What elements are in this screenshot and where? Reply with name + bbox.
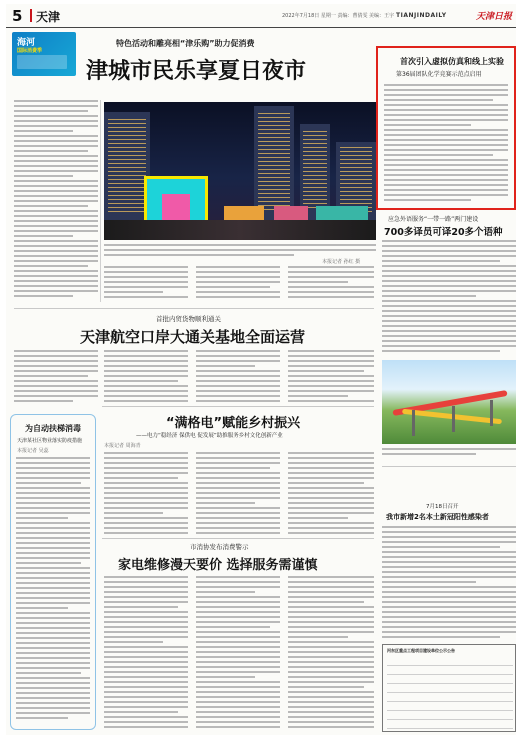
lead-body-col3 <box>196 266 280 301</box>
right-story-3-kicker: 7月18日召开 <box>426 504 459 510</box>
masthead <box>6 4 516 28</box>
lead-body-col4 <box>288 266 374 301</box>
charging-headline: “满格电”赋能乡村振兴 <box>166 416 301 431</box>
appliance-body-col2 <box>196 576 280 731</box>
charging-body-col3 <box>288 452 374 537</box>
lead-body-col2 <box>104 266 188 301</box>
section-rule <box>102 538 374 539</box>
appliance-body-col3 <box>288 576 374 731</box>
paper-pinyin: TIANJINDAILY <box>396 12 447 19</box>
right-story-2-headline: 700多译员可译20多个语种 <box>384 227 503 238</box>
sidebar-story-box <box>10 414 96 730</box>
appliance-headline: 家电维修漫天要价 选择服务需谨慎 <box>118 558 318 573</box>
right-story-3-headline: 我市新增2名本土新冠阳性感染者 <box>386 513 489 521</box>
lead-headline: 津城市民乐享夏日夜市 <box>86 59 307 84</box>
charging-byline: 本报记者 周海青 <box>104 443 141 449</box>
paper-logo: 天津日报 <box>476 12 513 22</box>
right-story-2-body <box>382 240 516 355</box>
date-line: 2022年7月18日 星期一 责编：曹倩雯 美编：王宇 <box>282 13 395 19</box>
photo-byline: 本报记者 孙红 摄 <box>322 259 361 265</box>
airport-body-col4 <box>288 350 374 405</box>
airport-headline: 天津航空口岸大通关基地全面运营 <box>80 328 306 346</box>
charging-subhead: ——电力“稳经济 保供电 促发展”助推服务乡村文化创新产业 <box>136 433 283 439</box>
night-market-photo <box>104 102 376 240</box>
lead-body-col1 <box>14 100 98 300</box>
right-story-3-body <box>382 526 516 641</box>
section-divider <box>30 9 32 22</box>
section-rule <box>382 466 516 467</box>
section-title: 天津 <box>36 10 61 24</box>
appliance-body-col1 <box>104 576 188 731</box>
section-rule <box>14 308 374 309</box>
notice-table <box>387 657 513 729</box>
feature-tag <box>12 32 76 76</box>
feature-tag-ornament <box>17 55 67 69</box>
sidebox-subhead: 天津某社区物业落实防疫措施 <box>17 438 83 444</box>
sidebox-byline: 本报记者 吴蕊 <box>17 448 49 454</box>
airport-body-col2 <box>104 350 188 405</box>
boxed-subhead: 第36届团队化学竞赛示范点启用 <box>396 71 482 78</box>
newspaper-page <box>6 4 516 735</box>
boxed-headline: 首次引入虚拟仿真和线上实验 <box>400 57 504 66</box>
charging-body-col1 <box>104 452 188 537</box>
boxed-body <box>384 84 508 204</box>
public-notice <box>382 644 516 732</box>
sidebox-body <box>16 457 90 722</box>
sidebox-headline: 为自动扶梯消毒 <box>25 424 81 433</box>
feature-tag-line1: 海河 <box>17 38 36 48</box>
notice-title: 河东区重点工程项目建设单位公示公告 <box>387 648 455 653</box>
page-number: 5 <box>12 7 23 25</box>
lead-kicker: 特色活动和雕亮相“津乐购”助力促消费 <box>116 39 255 48</box>
feature-tag-line2: 国际消费季 <box>17 48 43 54</box>
right-story-2-kicker: 应急外语服务“一带一路”两门建设 <box>388 216 479 223</box>
appliance-kicker: 市消协发布消费警示 <box>190 543 249 551</box>
airport-body-col3 <box>196 350 280 405</box>
photo-caption <box>104 244 376 259</box>
highlighted-story-box <box>376 46 516 210</box>
section-rule <box>102 406 374 407</box>
amusement-park-photo <box>382 360 516 444</box>
rail-photo-caption <box>382 448 516 458</box>
airport-kicker: 首批内贸货物顺利通关 <box>156 315 221 323</box>
charging-body-col2 <box>196 452 280 537</box>
column-rule <box>100 100 101 302</box>
airport-body-col1 <box>14 350 98 405</box>
